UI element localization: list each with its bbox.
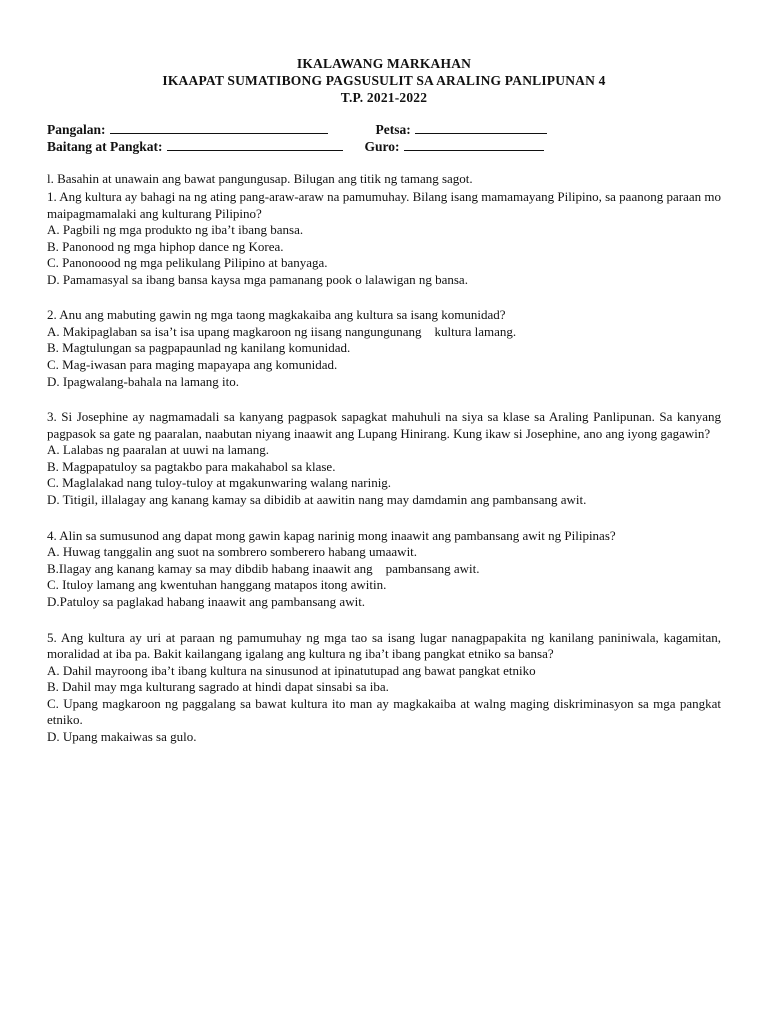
question-stem: 3. Si Josephine ay nagmamadali sa kanyang pagpasok sapagkat mahuhuli na siya sa klase sa Araling Panlipunan. Sa kanyang pagpasok sa gate ng paaralan, naabutan niyang inaawit ang Lupang Hinirang. Kung ikaw si Josephine, ano ang iyong gagawin? — [47, 409, 721, 441]
quarter-title: IKALAWANG MARKAHAN — [296, 56, 472, 71]
teacher-label: Guro: — [364, 139, 400, 154]
instructions: l. Basahin at unawain ang bawat pangungusap. Bilugan ang titik ng tamang sagot. — [47, 171, 473, 186]
name-blank-line[interactable] — [110, 121, 328, 134]
question-1 — [47, 189, 721, 288]
option-c[interactable]: C. Maglalakad nang tuloy-tuloy at mgakunwaring walang narinig. — [47, 475, 392, 491]
question-stem: 2. Anu ang mabuting gawin ng mga taong magkakaiba ang kultura sa isang komunidad? — [47, 307, 506, 323]
option-d[interactable]: D. Titigil, illalagay ang kanang kamay sa dibidib at aawitin nang may damdamin ang pambansang awit. — [47, 492, 587, 508]
option-c[interactable]: C. Upang magkaroon ng paggalang sa bawat kultura ito man ay magkakaiba at walng maging diskriminasyon sa mga pangkat etniko. — [47, 695, 721, 728]
school-year: T.P. 2021-2022 — [340, 90, 428, 105]
option-d[interactable]: D.Patuloy sa paglakad habang inaawit ang pambansang awit. — [47, 593, 366, 609]
option-b[interactable]: B. Magpapatuloy sa pagtakbo para makahabol sa klase. — [47, 458, 336, 474]
question-5 — [47, 630, 721, 746]
option-d[interactable]: D. Pamamasyal sa ibang bansa kaysa mga pamanang pook o lalawigan ng bansa. — [47, 271, 468, 287]
option-c[interactable]: C. Mag-iwasan para maging mapayapa ang komunidad. — [47, 357, 338, 373]
option-d[interactable]: D. Ipagwalang-bahala na lamang ito. — [47, 373, 240, 389]
teacher-blank-line[interactable] — [404, 138, 544, 151]
option-d[interactable]: D. Upang makaiwas sa gulo. — [47, 728, 197, 744]
grade-section-blank-line[interactable] — [167, 138, 343, 151]
question-3 — [47, 409, 721, 508]
option-c[interactable]: C. Ituloy lamang ang kwentuhan hanggang matapos itong awitin. — [47, 577, 387, 593]
date-blank-line[interactable] — [415, 121, 547, 134]
option-b[interactable]: B.Ilagay ang kanang kamay sa may dibdib habang inaawit ang pambansang awit. — [47, 560, 480, 576]
option-c[interactable]: C. Panonoood ng mga pelikulang Pilipino at banyaga. — [47, 255, 328, 271]
question-2 — [47, 307, 721, 390]
header-title-block — [47, 55, 721, 106]
option-a[interactable]: A. Lalabas ng paaralan at uuwi na lamang. — [47, 442, 269, 458]
exam-title: IKAAPAT SUMATIBONG PAGSUSULIT SA ARALING PANLIPUNAN 4 — [162, 73, 606, 88]
option-b[interactable]: B. Dahil may mga kulturang sagrado at hindi dapat sinsabi sa iba. — [47, 679, 389, 695]
option-b[interactable]: B. Magtulungan sa pagpapaunlad ng kanilang komunidad. — [47, 340, 351, 356]
question-stem: 5. Ang kultura ay uri at paraan ng pamumuhay ng mga tao sa isang lugar nanagpapakita ng kanilang paniniwala, kagamitan, moralidad at iba pa. Bakit kailangang igalang ang kultura ng iba’t ibang pangkat etniko sa bansa? — [47, 629, 721, 661]
option-a[interactable]: A. Dahil mayroong iba’t ibang kultura na sinusunod at ipinatutupad ang bawat pangkat etniko — [47, 662, 536, 678]
question-4 — [47, 528, 721, 611]
student-info-block — [47, 121, 721, 155]
name-date-row — [47, 121, 721, 138]
name-label: Pangalan: — [47, 122, 106, 137]
grade-section-label: Baitang at Pangkat: — [47, 139, 163, 154]
option-a[interactable]: A. Pagbili ng mga produkto ng iba’t ibang bansa. — [47, 222, 304, 237]
date-label: Petsa: — [375, 122, 411, 137]
option-a[interactable]: A. Huwag tanggalin ang suot na sombrero somberero habang umaawit. — [47, 544, 418, 560]
question-stem: 4. Alin sa sumusunod ang dapat mong gawin kapag narinig mong inaawit ang pambansang awit ng Pilipinas? — [47, 527, 616, 543]
option-b[interactable]: B. Panonood ng mga hiphop dance ng Korea. — [47, 238, 284, 254]
question-stem: 1. Ang kultura ay bahagi na ng ating pang-araw-araw na pamumuhay. Bilang isang mamamayang Pilipino, sa paanong paraan mo maipagmamalaki ang kulturang Pilipino? — [47, 189, 721, 221]
option-a[interactable]: A. Makipaglaban sa isa’t isa upang magkaroon ng iisang nangungunang kultura lamang. — [47, 323, 517, 339]
grade-teacher-row — [47, 138, 721, 155]
